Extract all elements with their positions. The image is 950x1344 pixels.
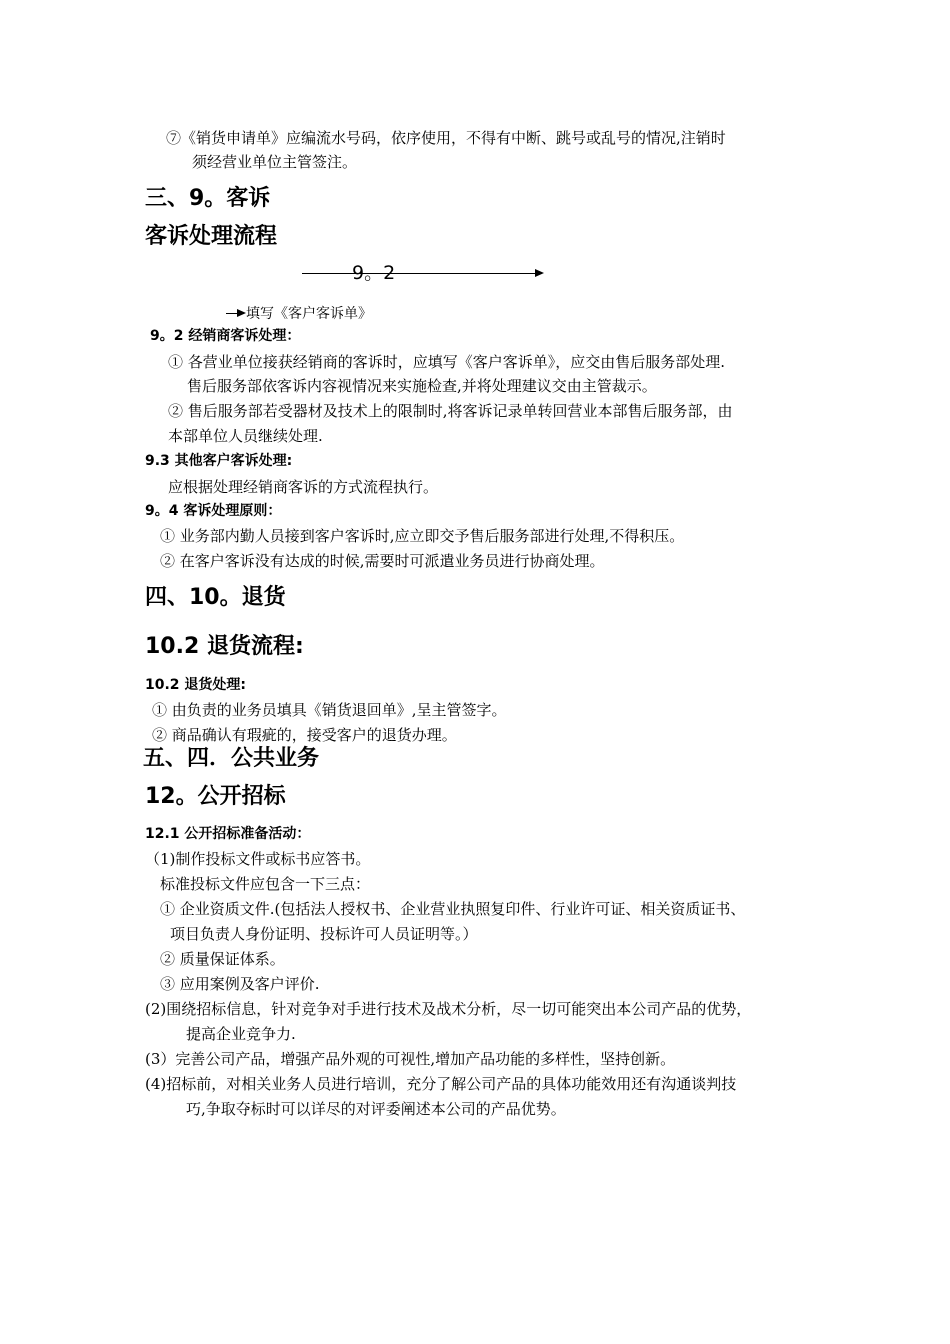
section-10-2-item-2: ② 商品确认有瑕疵的，接受客户的退货办理。 <box>152 726 457 744</box>
section-12-1-title: 12.1 公开招标准备活动： <box>145 826 311 842</box>
section-4-subheading: 10.2 退货流程: <box>145 634 304 659</box>
item-7-line-2: 须经营业单位主管签注。 <box>192 153 358 171</box>
section-4-heading: 四、10。退货 <box>145 585 286 610</box>
section-9-2-title: 9。2 经销商客诉处理： <box>150 328 301 344</box>
section-9-2-item-2-line-2: 本部单位人员继续处理. <box>168 427 323 445</box>
section-9-4-item-1: ① 业务部内勤人员接到客户客诉时,应立即交予售后服务部进行处理,不得积压。 <box>160 527 685 545</box>
section-5-heading: 五、四．公共业务 <box>143 746 320 771</box>
section-9-2-item-1-line-1: ① 各营业单位接获经销商的客诉时，应填写《客户客诉单》，应交由售后服务部处理. <box>168 353 726 371</box>
item-7-line-1: ⑦《销货申请单》应编流水号码，依序使用，不得有中断、跳号或乱号的情况,注销时 <box>166 129 726 147</box>
section-10-2-item-1: ① 由负责的业务员填具《销货退回单》,呈主管签字。 <box>152 701 507 719</box>
section-9-3-title: 9.3 其他客户客诉处理: <box>145 453 293 469</box>
paragraph-1-item-2: ② 质量保证体系。 <box>160 950 285 968</box>
paragraph-3: (3）完善公司产品，增强产品外观的可视性,增加产品功能的多样性，坚持创新。 <box>145 1050 676 1068</box>
paragraph-1-item-1-line-1: ① 企业资质文件.(包括法人授权书、企业营业执照复印件、行业许可证、相关资质证书、 <box>160 900 746 918</box>
section-3-subheading: 客诉处理流程 <box>145 224 278 249</box>
paragraph-1-item-1-line-2: 项目负责人身份证明、投标许可人员证明等。） <box>170 925 478 943</box>
paragraph-2-line-2: 提高企业竞争力. <box>186 1025 296 1043</box>
paragraph-4-line-1: (4)招标前，对相关业务人员进行培训，充分了解公司产品的具体功能效用还有沟通谈判技 <box>145 1075 737 1093</box>
paragraph-4-line-2: 巧,争取夺标时可以详尽的对评委阐述本公司的产品优势。 <box>186 1100 566 1118</box>
section-9-4-title: 9。4 客诉处理原则： <box>145 503 282 519</box>
section-3-heading: 三、9。客诉 <box>145 186 271 211</box>
section-9-4-item-2: ② 在客户客诉没有达成的时候,需要时可派遣业务员进行协商处理。 <box>160 552 605 570</box>
section-9-2-item-1-line-2: 售后服务部依客诉内容视情况来实施检查,并将处理建议交由主管裁示。 <box>187 377 657 395</box>
flow-arrow-small <box>226 313 244 314</box>
section-9-2-item-2-line-1: ② 售后服务部若受器材及技术上的限制时,将客诉记录单转回营业本部售后服务部，由 <box>168 402 733 420</box>
flow-arrow-main <box>302 273 542 274</box>
flow-number: 9。2 <box>352 262 396 284</box>
paragraph-2-line-1: (2)围绕招标信息，针对竞争对手进行技术及战术分析，尽一切可能突出本公司产品的优势， <box>145 1000 752 1018</box>
section-10-2-title: 10.2 退货处理: <box>145 677 247 693</box>
paragraph-1-item-3: ③ 应用案例及客户评价. <box>160 975 320 993</box>
paragraph-1: （1)制作投标文件或标书应答书。 <box>145 850 371 868</box>
section-9-3-text: 应根据处理经销商客诉的方式流程执行。 <box>168 478 439 496</box>
section-5-subheading: 12。公开招标 <box>145 784 286 809</box>
flow-label: 填写《客户客诉单》 <box>246 306 372 322</box>
paragraph-1-intro: 标准投标文件应包含一下三点： <box>160 875 371 893</box>
